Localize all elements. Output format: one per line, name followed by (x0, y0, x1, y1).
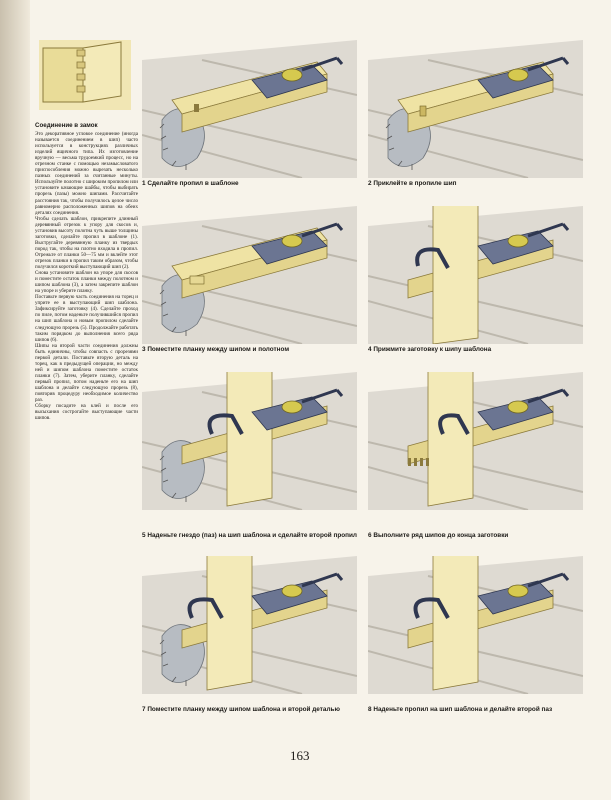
intro-text: Это декоративное угловое соединение (иногда называется соединением в шип) часто используется в конструкциях различных изделий ящичного типа. Их изготовление вручную — весьма трудоемкий процесс, но на отрезном станке с помощью незамысловатого приспособления можно вырезать несколько пазных соединений за считанные минуты. Используйте полотно с широким пропилом или установите качающие шайбы, чтобы выбирать прорезь (пазы) можно шипами. Рассчитайте расстояния так, чтобы получилось целое число равномерно расположенных шипов на обеих деталях соединения. Чтобы сделать шаблон, прикрепите длинный деревянный отрезок к упору для скосов и, установив высоту полотна чуть выше толщины заготовки, сделайте пропил в шаблоне (1). Выстругайте деревянную планку из твердых пород так, чтобы на плотно входила в пропил. Отрежьте от планки 50—75 мм и вклейте этот отрезок планки в пропил таким образом, чтобы получился короткий выступающий шип (2). Снова установите шаблон на упоре для скосов и поместите остаток планки между полотном и шипом шаблона (3), а затем закрепите шаблон на упоре и уберите планку. Поставьте первую часть соединения на торец и уприте ее в выступающий шип шаблона. Зафиксируйте заготовку (4). Сделайте проход по пиле, потом наденьте получившийся пропил на шип шаблона и новым пропилом сделайте следующую прорезь (5). Продолжайте работать таким порядком до выполнения всего ряда шипов (6). Шипы на второй части соединения должны быть единичны, чтобы совпасть с прорезями первой детали. Поставьте вторую деталь на торец, как в предыдущей операции, но между ней и шипом шаблона поместите остаток планки (7). Затем, уберите планку, сделайте первый пропил, потом наденьте его на шип шаблона и делайте следующую прорезь (8), повторив процедуру необходимое количество раз. Сборку посадите на клей и после его высыхания сострогайте выступающие части шипов. (35, 131, 138, 422)
step-6-caption: 6 Выполните ряд шипов до конца заготовки (368, 532, 509, 539)
step-2-illustration (368, 40, 583, 178)
step-6-illustration (368, 372, 583, 510)
page-number: 163 (290, 748, 310, 763)
step-7-illustration (142, 556, 357, 694)
step-3-caption: 3 Поместите планку между шипом и полотном (142, 346, 290, 353)
box-joint-thumbnail (39, 40, 131, 110)
step-5-caption: 5 Наденьте гнездо (паз) на шип шаблона и сделайте второй пропил (142, 532, 357, 539)
step-4-caption: 4 Прижмите заготовку к шипу шаблона (368, 346, 492, 353)
step-2-caption: 2 Приклейте в пропиле шип (368, 180, 457, 187)
step-3-illustration (142, 206, 357, 344)
step-7-caption: 7 Поместите планку между шипом шаблона и второй деталью (142, 706, 340, 713)
step-5-illustration (142, 372, 357, 510)
intro-title: Соединение в замок (35, 122, 98, 129)
step-8-caption: 8 Наденьте пропил на шип шаблона и делайте второй паз (368, 706, 553, 713)
step-8-illustration (368, 556, 583, 694)
step-1-illustration (142, 40, 357, 178)
sidebar (35, 40, 138, 720)
page-gutter-shadow (0, 0, 30, 800)
step-4-illustration (368, 206, 583, 344)
step-1-caption: 1 Сделайте пропил в шаблоне (142, 180, 239, 187)
